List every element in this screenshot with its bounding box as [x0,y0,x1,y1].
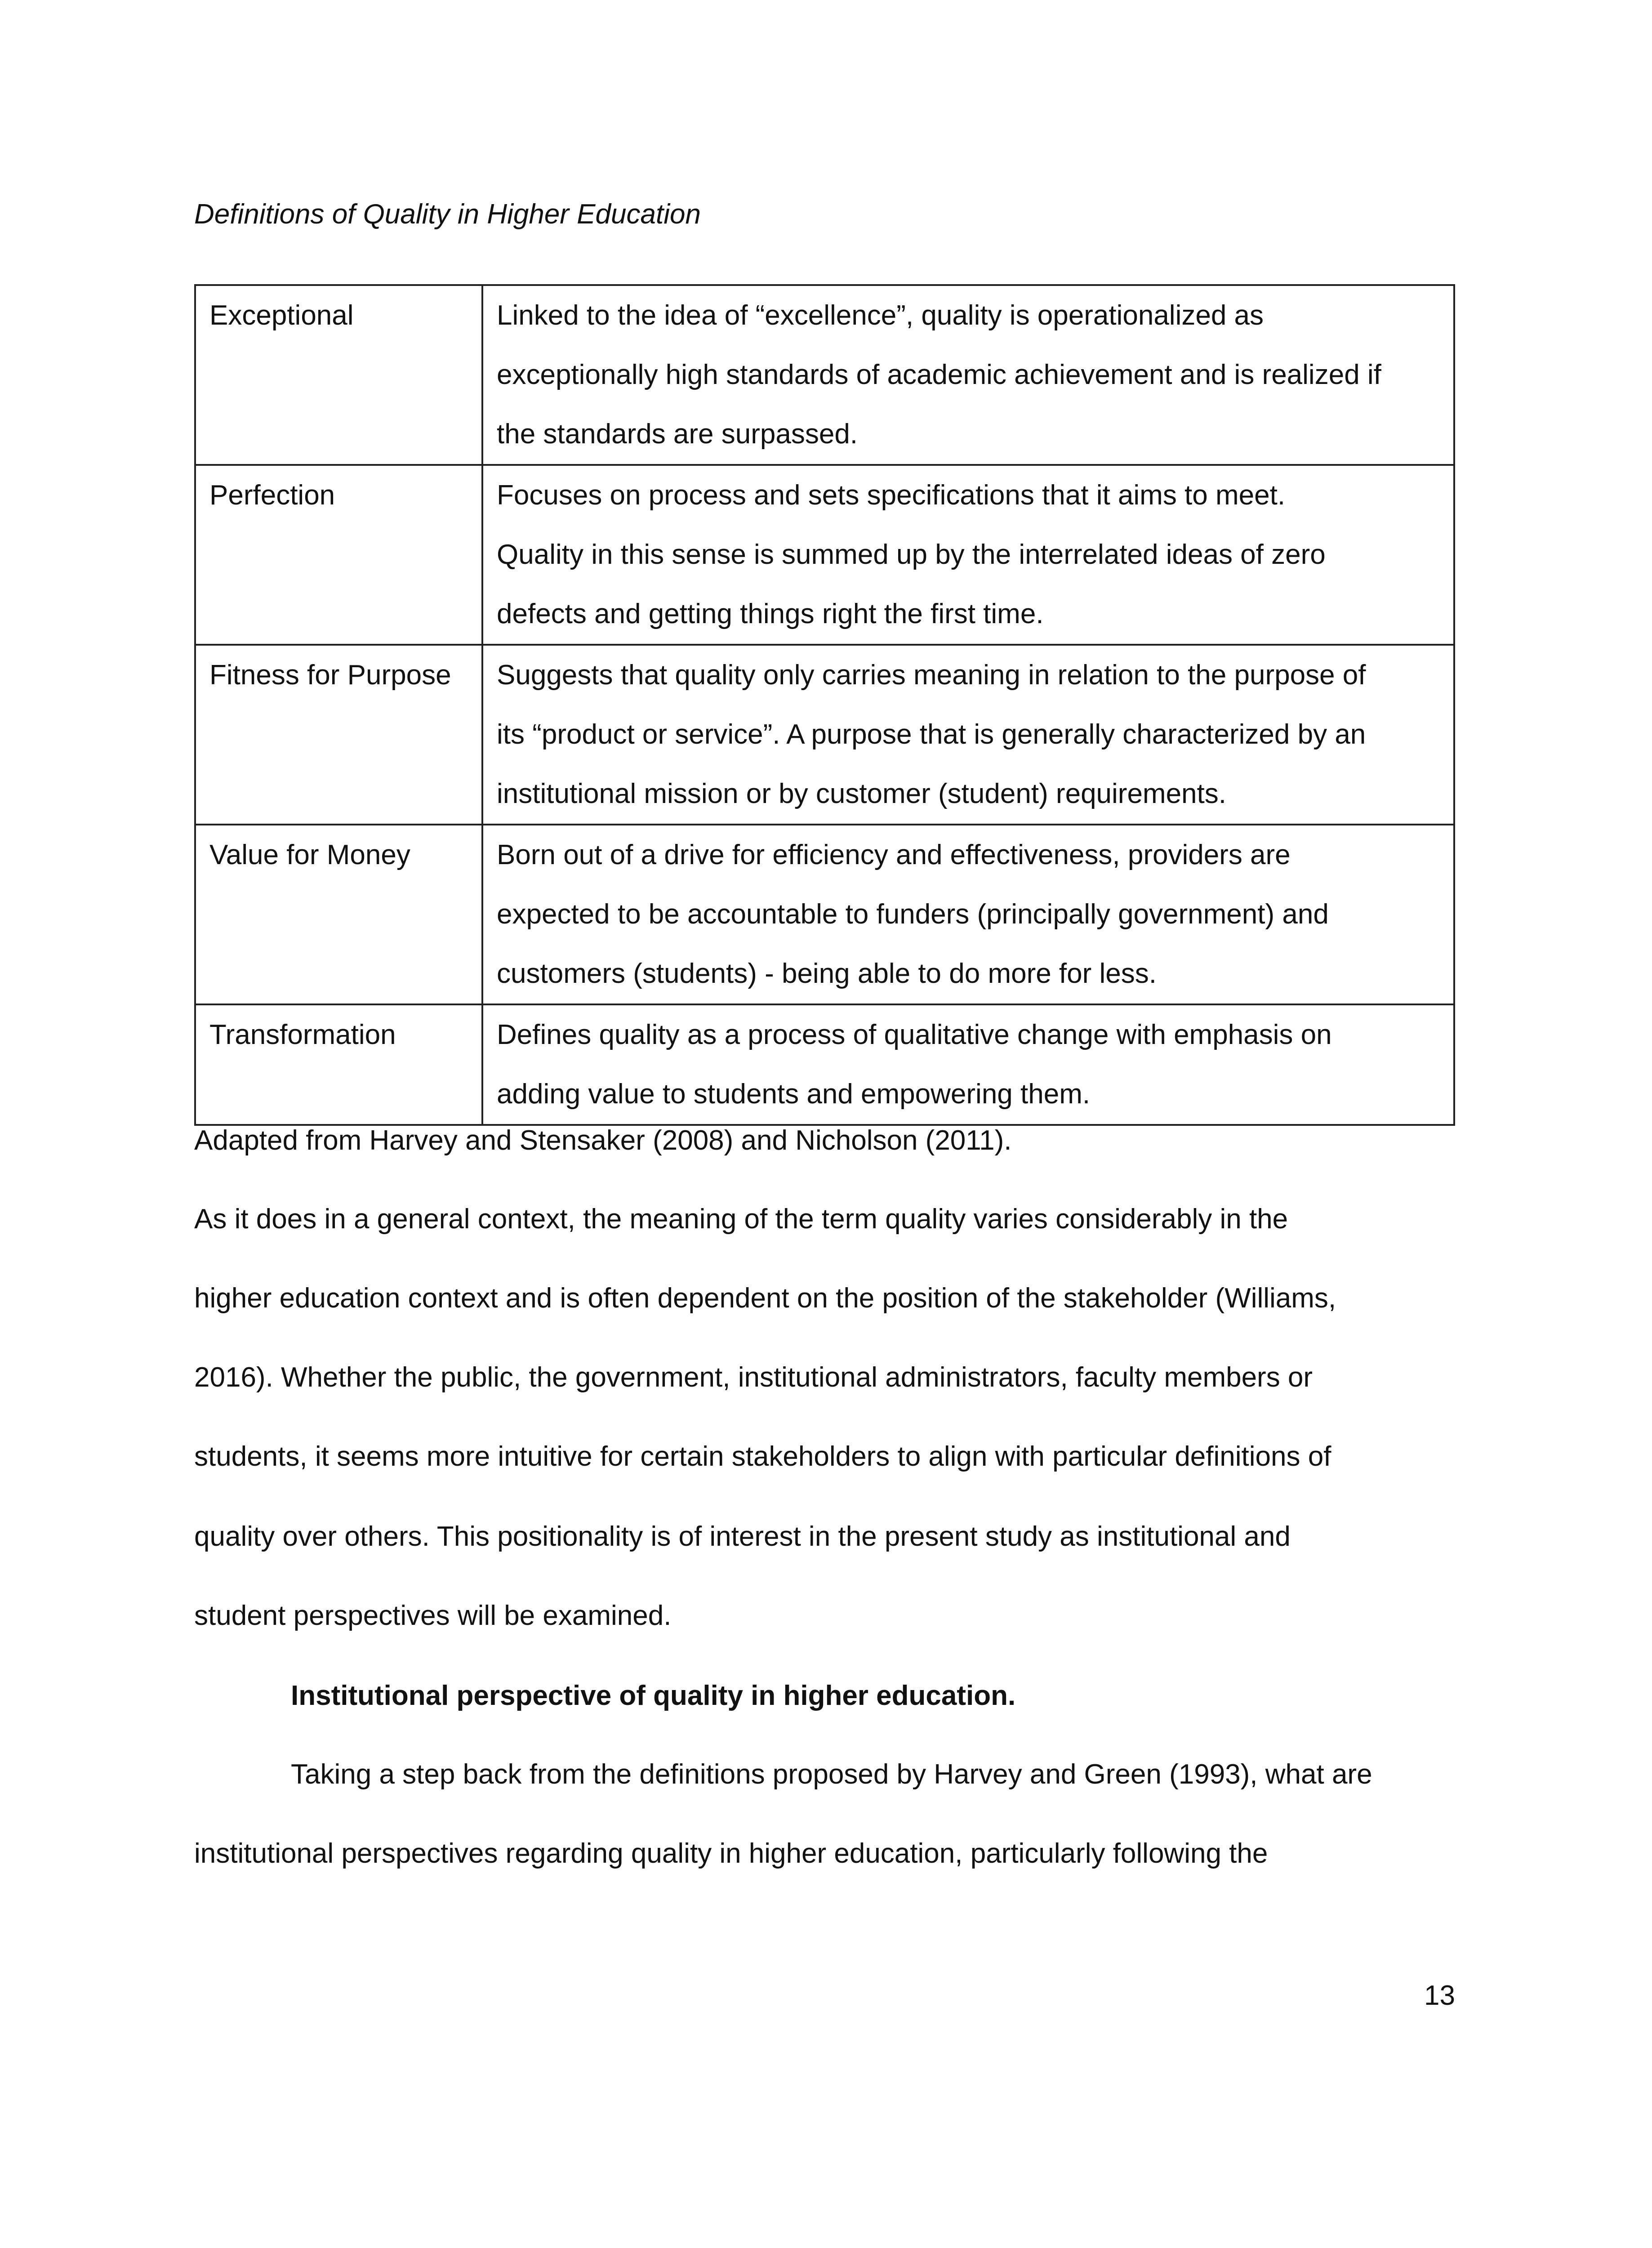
paragraph-line: institutional perspectives regarding quality in higher education, particularly following the [194,1838,1268,1869]
definition-line: its “product or service”. A purpose that is generally characterized by an [497,719,1366,750]
definition-line: defects and getting things right the first time. [497,598,1044,629]
definition-line: the standards are surpassed. [497,419,858,450]
paragraph-line: quality over others. This positionality is of interest in the present study as institutional and [194,1521,1291,1552]
term-cell: Perfection [195,465,482,645]
paragraph-line: student perspectives will be examined. [194,1600,672,1631]
definition-cell [482,645,1454,825]
definition-line: customers (students) - being able to do more for less. [497,958,1157,989]
definition-line: adding value to students and empowering them. [497,1079,1091,1110]
table-row [195,645,1454,825]
definition-cell [482,465,1454,645]
definition-line: Quality in this sense is summed up by the interrelated ideas of zero [497,539,1326,570]
page-number: 13 [1424,1980,1455,2011]
definition-line: Born out of a drive for efficiency and effectiveness, providers are [497,839,1291,870]
definitions-table [194,284,1455,1126]
definition-line: institutional mission or by customer (student) requirements. [497,778,1226,809]
definition-line: expected to be accountable to funders (principally government) and [497,899,1329,930]
term-cell: Transformation [195,1004,482,1125]
definition-line: Defines quality as a process of qualitative change with emphasis on [497,1019,1332,1050]
definition-line: Linked to the idea of “excellence”, quality is operationalized as [497,300,1264,331]
definition-cell [482,825,1454,1004]
table-row [195,285,1454,465]
definition-line: Focuses on process and sets specifications that it aims to meet. [497,480,1286,511]
definition-line: exceptionally high standards of academic achievement and is realized if [497,359,1381,390]
definition-cell [482,1004,1454,1125]
term-cell: Value for Money [195,825,482,1004]
paragraph-line: students, it seems more intuitive for certain stakeholders to align with particular definitions of [194,1441,1331,1472]
table-title: Definitions of Quality in Higher Education [194,199,701,230]
paragraph-line: higher education context and is often dependent on the position of the stakeholder (Williams, [194,1283,1336,1314]
table-row [195,465,1454,645]
paragraph-line: As it does in a general context, the meaning of the term quality varies considerably in the [194,1204,1288,1235]
table-row [195,1004,1454,1125]
term-cell: Exceptional [195,285,482,465]
paragraph-line: Taking a step back from the definitions proposed by Harvey and Green (1993), what are [291,1759,1372,1790]
table-caption: Adapted from Harvey and Stensaker (2008) and Nicholson (2011). [194,1125,1012,1156]
table-row [195,825,1454,1004]
paragraph-line: 2016). Whether the public, the government, institutional administrators, faculty members or [194,1362,1313,1393]
term-cell: Fitness for Purpose [195,645,482,825]
section-heading: Institutional perspective of quality in higher education. [291,1680,1016,1711]
definition-line: Suggests that quality only carries meaning in relation to the purpose of [497,660,1366,691]
definition-cell [482,285,1454,465]
